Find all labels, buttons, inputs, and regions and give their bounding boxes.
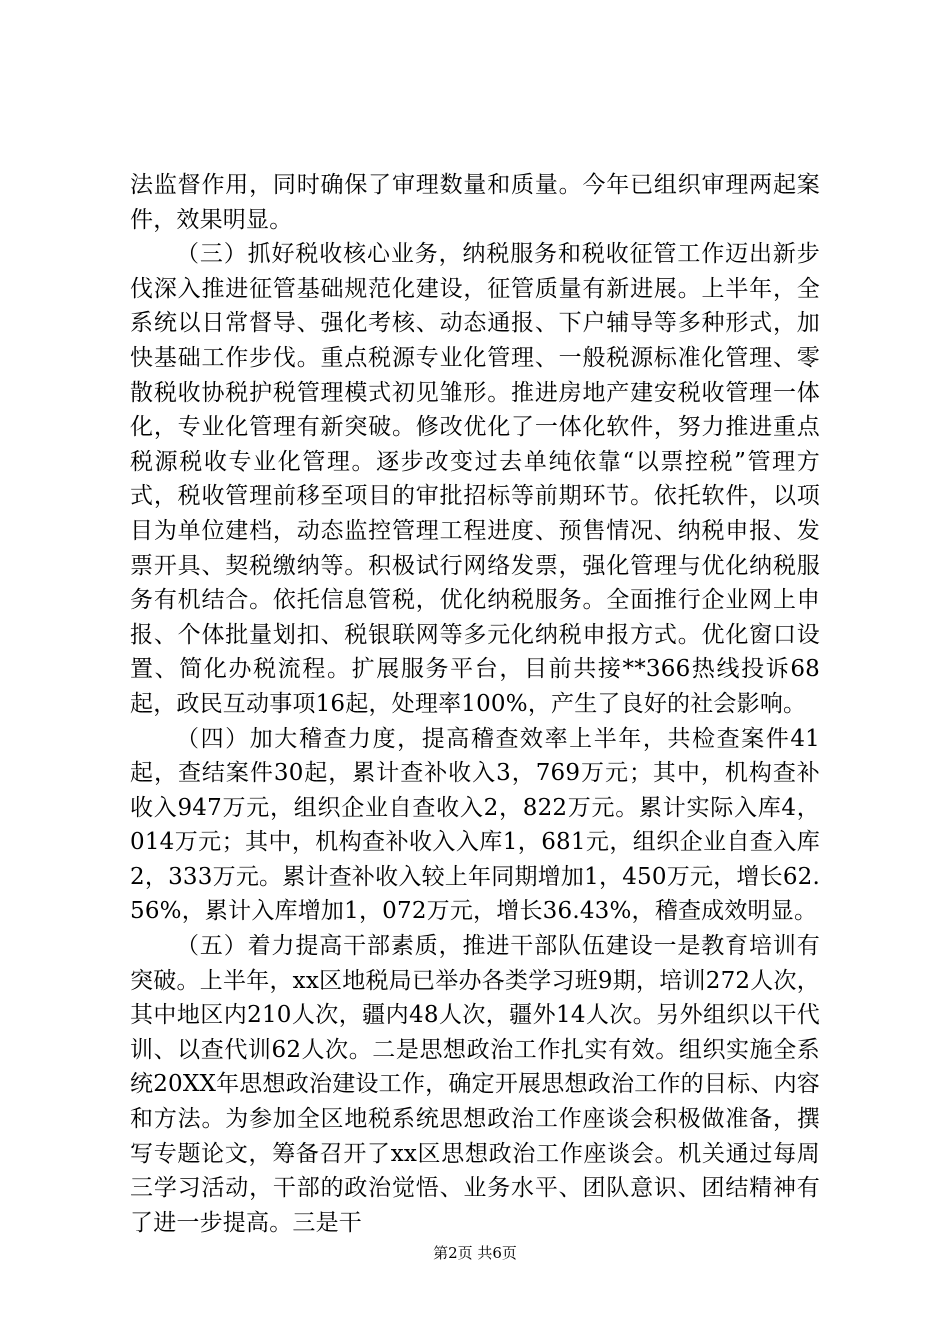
document-body: [130, 168, 820, 1240]
paragraph-cadre-quality: （五）着力提高干部素质，推进干部队伍建设一是教育培训有突破。上半年，xx区地税局已举办各类学习班9期，培训272人次，其中地区内210人次，疆内48人次，疆外14人次。另外组织以干代训、以查代训62人次。二是思想政治工作扎实有效。组织实施全系统20XX年思想政治建设工作，确定开展思想政治工作的目标、内容和方法。为参加全区地税系统思想政治工作座谈会积极做准备，撰写专题论文，筹备召开了xx区思想政治工作座谈会。机关通过每周三学习活动，干部的政治觉悟、业务水平、团队意识、团结精神有了进一步提高。三是干: [130, 933, 820, 1236]
paragraph-inspection: （四）加大稽查力度，提高稽查效率上半年，共检查案件41起，查结案件30起，累计查补收入3，769万元；其中，机构查补收入947万元，组织企业自查收入2，822万元。累计实际入库4，014万元；其中，机构查补收入入库1，681元，组织企业自查入库2，333万元。累计查补收入较上年同期增加1，450万元，增长62.56%，累计入库增加1，072万元，增长36.43%，稽查成效明显。: [130, 725, 820, 925]
paragraph-legal-supervision: 法监督作用，同时确保了审理数量和质量。今年已组织审理两起案件，效果明显。: [130, 172, 820, 233]
paragraph-core-tax-business: （三）抓好税收核心业务，纳税服务和税收征管工作迈出新步伐深入推进征管基础规范化建设，征管质量有新进展。上半年，全系统以日常督导、强化考核、动态通报、下户辅导等多种形式，加快基础工作步伐。重点税源专业化管理、一般税源标准化管理、零散税收协税护税管理模式初见雏形。推进房地产建安税收管理一体化，专业化管理有新突破。修改优化了一体化软件，努力推进重点税源税收专业化管理。逐步改变过去单纯依靠“以票控税”管理方式，税收管理前移至项目的审批招标等前期环节。依托软件，以项目为单位建档，动态监控管理工程进度、预售情况、纳税申报、发票开具、契税缴纳等。积极试行网络发票，强化管理与优化纳税服务有机结合。依托信息管税，优化纳税服务。全面推行企业网上申报、个体批量划扣、税银联网等多元化纳税申报方式。优化窗口设置、简化办税流程。扩展服务平台，目前共接**366热线投诉68起，政民互动事项16起，处理率100%，产生了良好的社会影响。: [130, 241, 820, 717]
page-number-footer: 第2页 共6页: [433, 1244, 517, 1262]
